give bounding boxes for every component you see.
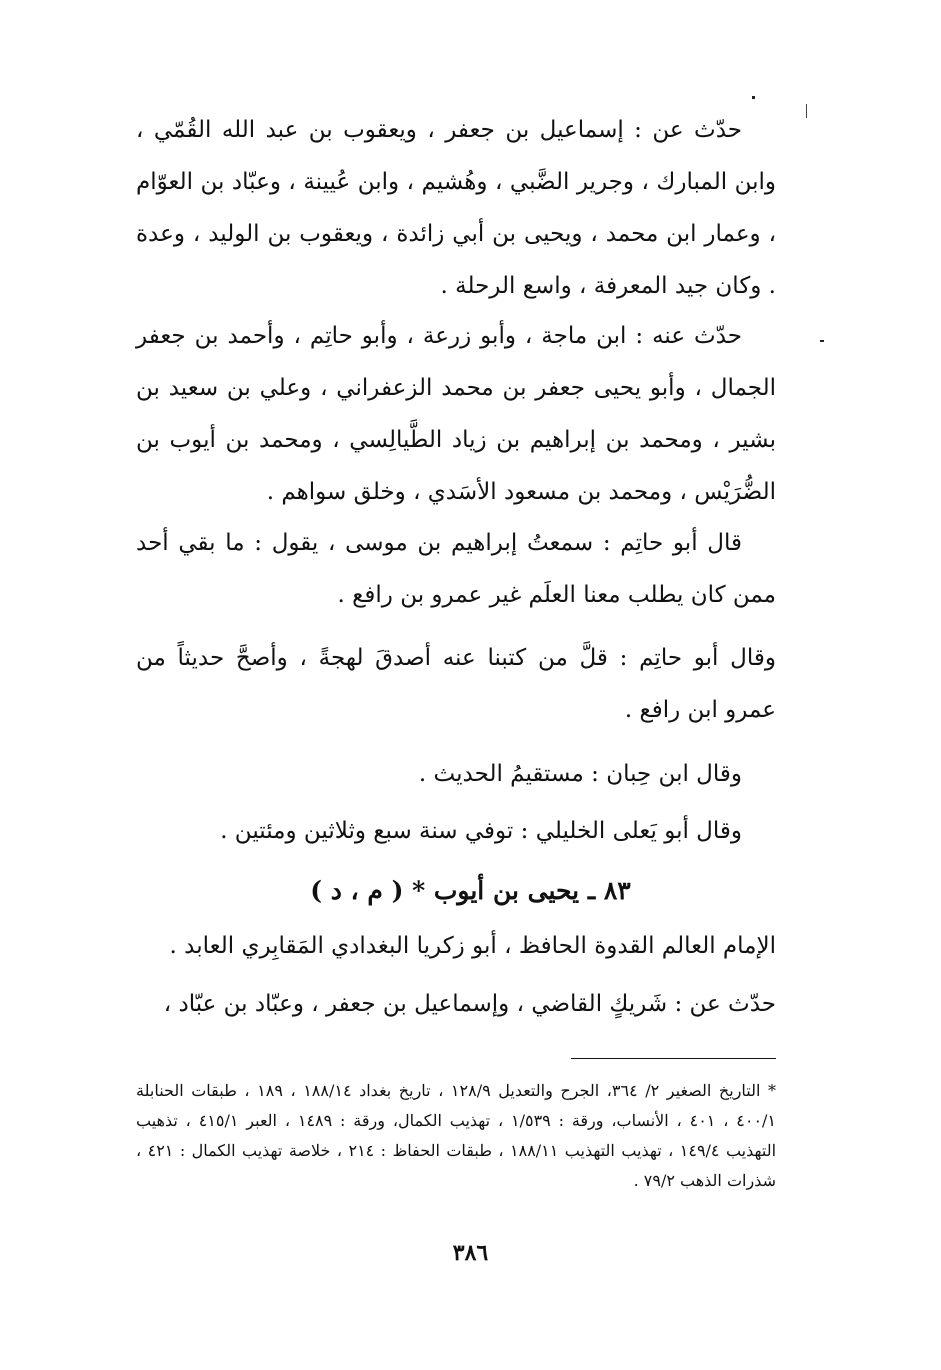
footnote-sources: * التاريخ الصغير ٢/ ٣٦٤، الجرح والتعديل ١٢٨/٩ ، تاريخ بغداد ١٨٨/١٤ ، ١٨٩ ، طبقات الحنابلة ٤٠٠/١ ، ٤٠١ ، الأنساب، ورقة : ١/٥٣٩ ، تهذيب الكمال، ورقة : ١٤٨٩ ، العبر ٤١٥/١ ، تذهيب التهذيب ١٤٩/٤ ، تهذيب التهذيب ١٨٨/١١ ، طبقات الحفاظ : ٢١٤ ، خلاصة تهذيب الكمال : ٤٢١ ، شذرات الذهب ٧٩/٢ . xyxy=(136,1081,777,1190)
entry-heading: ٨٣ ـ يحيى بن أيوب * ( م ، د ) xyxy=(310,876,631,905)
ink-speck xyxy=(806,104,807,118)
paragraph-narrated-from: حدّث عن : إسماعيل بن جعفر ، ويعقوب بن عبد الله القُمّي ، وابن المبارك ، وجرير الضَّبي ، وهُشيم ، وابن عُيينة ، وعبّاد بن العوّام ، وعمار ابن محمد ، ويحيى بن أبي زائدة ، ويعقوب بن الوليد ، وعدة . وكان جيد المعرفة ، واسع الرحلة . xyxy=(136,117,777,299)
paragraph-abu-hatim-quote: قال أبو حاتِم : سمعتُ إبراهيم بن موسى ، يقول : ما بقي أحد ممن كان يطلب معنا العلَم غير عمرو بن رافع . xyxy=(136,530,776,608)
footnote-separator xyxy=(571,1058,776,1059)
entry-description: الإمام العالم القدوة الحافظ ، أبو زكريا البغدادي المَقابِري العابد . xyxy=(169,933,776,959)
page-number: ٣٨٦ xyxy=(452,1240,489,1266)
ink-speck xyxy=(752,96,755,99)
paragraph-abu-hatim-second-quote: وقال أبو حاتِم : قلَّ من كتبنا عنه أصدقَ لهجةً ، وأصحَّ حديثاً من عمرو ابن رافع . xyxy=(136,645,776,723)
ink-speck xyxy=(820,340,824,342)
paragraph-khalili: وقال أبو يَعلى الخليلي : توفي سنة سبع وثلاثين ومئتين . xyxy=(220,818,742,844)
entry-narrated-from: حدّث عن : شَريكٍ القاضي ، وإسماعيل بن جعفر ، وعبّاد بن عبّاد ، xyxy=(163,991,776,1017)
paragraph-ibn-hibban: وقال ابن حِبان : مستقيمُ الحديث . xyxy=(418,761,742,787)
paragraph-narrated-by: حدّث عنه : ابن ماجة ، وأبو زرعة ، وأبو حاتِم ، وأحمد بن جعفر الجمال ، وأبو يحيى جعفر بن محمد الزعفراني ، وعلي بن سعيد بن بشير ، ومحمد بن إبراهيم بن زياد الطَّيالِسي ، ومحمد بن أيوب بن الضُّرَيْس ، ومحمد بن مسعود الأسَدي ، وخلق سواهم . xyxy=(136,323,776,505)
